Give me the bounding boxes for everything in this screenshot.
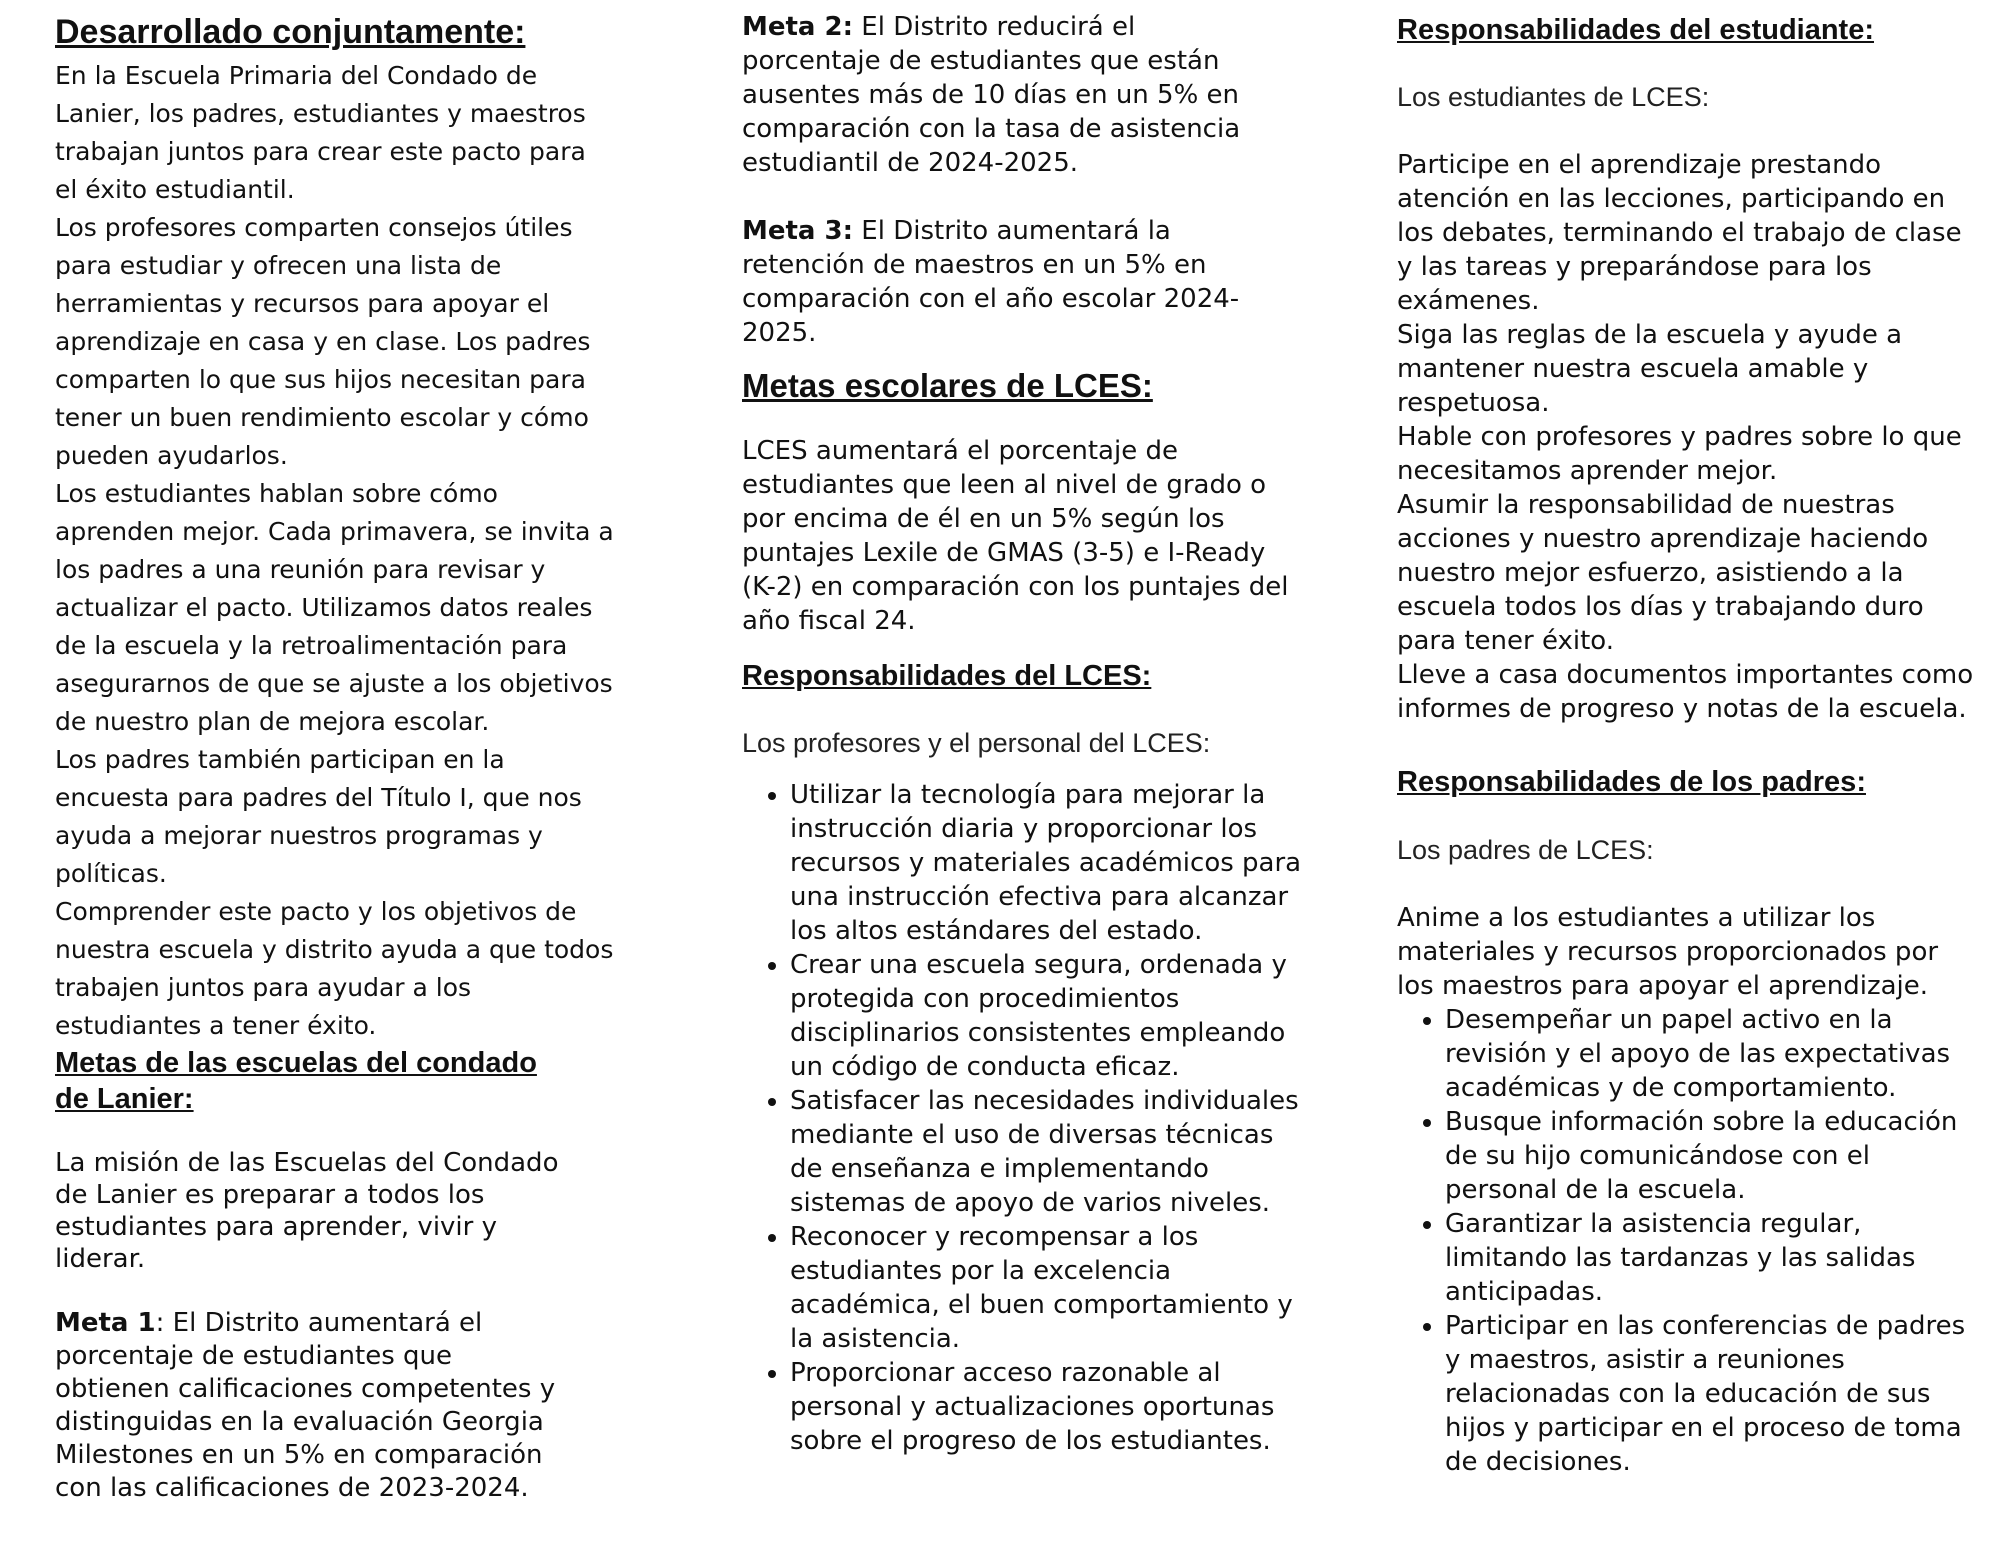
lces-responsibilities-intro: Los profesores y el personal del LCES: [742, 727, 1211, 758]
student-responsibilities-intro: Los estudiantes de LCES: [1397, 82, 1710, 113]
parent-responsibilities-heading: Responsabilidades de los padres: [1397, 766, 1866, 799]
list-item: • Reconocer y recompensar a los estudiantes por la excelencia académica, el buen comportamiento y la asistencia. [790, 1220, 1312, 1356]
student-paragraph: Siga las reglas de la escuela y ayude a mantener nuestra escuela amable y respetuosa. [1397, 320, 1903, 419]
column-2 [742, 0, 1312, 1458]
school-goal-text: LCES aumentará el porcentaje de estudiantes que leen al nivel de grado o por encima de él en un 5% según los puntajes Lexile de GMAS (3-5) e I-Ready (K-2) en comparación con los puntajes del año fiscal 24. [742, 435, 1289, 636]
list-item: • Proporcionar acceso razonable al personal y actualizaciones oportunas sobre el progreso de los estudiantes. [790, 1356, 1312, 1458]
district-goals-heading: Metas de las escuelas del condado de Lanier: [55, 1046, 537, 1116]
parent-lead-text: Anime a los estudiantes a utilizar los materiales y recursos proporcionados por los maestros para apoyar el aprendizaje. [1397, 902, 1939, 1001]
goal-2-text [742, 10, 1282, 180]
mission-text: La misión de las Escuelas del Condado de Lanier es preparar a todos los estudiantes para aprender, vivir y liderar. [55, 1148, 559, 1275]
developed-jointly-heading: Desarrollado conjuntamente: [55, 13, 526, 51]
intro-paragraph-4: Los padres también participan en la encuesta para padres del Título I, que nos ayuda a mejorar nuestros programas y políticas. [55, 744, 582, 888]
parent-responsibilities-list [1397, 1003, 1977, 1479]
list-item: • Utilizar la tecnología para mejorar la instrucción diaria y proporcionar los recursos y materiales académicos para una instrucción efectiva para alcanzar los altos estándares del estado. [790, 778, 1312, 948]
list-item: • Crear una escuela segura, ordenada y protegida con procedimientos disciplinarios consistentes empleando un código de conducta eficaz. [790, 948, 1312, 1084]
parent-responsibilities-intro: Los padres de LCES: [1397, 834, 1654, 865]
student-paragraph: Hable con profesores y padres sobre lo que necesitamos aprender mejor. [1397, 422, 1962, 487]
student-paragraph: Lleve a casa documentos importantes como informes de progreso y notas de la escuela. [1397, 660, 1974, 725]
lces-responsibilities-heading: Responsabilidades del LCES: [742, 659, 1152, 692]
list-item: • Garantizar la asistencia regular, limitando las tardanzas y las salidas anticipadas. [1445, 1207, 1977, 1309]
intro-paragraph-2: Los profesores comparten consejos útiles para estudiar y ofrecen una lista de herramientas y recursos para apoyar el aprendizaje en casa y en clase. Los padres comparten lo que sus hijos necesitan para tener un buen rendimiento escolar y cómo pueden ayudarlos. [55, 212, 591, 470]
list-item: • Participar en las conferencias de padres y maestros, asistir a reuniones relacionadas con la educación de sus hijos y participar en el proceso de toma de decisiones. [1445, 1309, 1977, 1479]
student-responsibilities-heading: Responsabilidades del estudiante: [1397, 14, 1874, 46]
column-1 [55, 0, 615, 1505]
intro-paragraph-1: En la Escuela Primaria del Condado de Lanier, los padres, estudiantes y maestros trabajan juntos para crear este pacto para el éxito estudiantil. [55, 60, 586, 204]
intro-paragraph-5: Comprender este pacto y los objetivos de nuestra escuela y distrito ayuda a que todos trabajen juntos para ayudar a los estudiantes a tener éxito. [55, 896, 614, 1040]
goal-3-body: El Distrito aumentará la retención de maestros en un 5% en comparación con el año escolar 2024-2025. [742, 216, 1240, 348]
student-paragraph: Participe en el aprendizaje prestando atención en las lecciones, participando en los debates, terminando el trabajo de clase y las tareas y preparándose para los exámenes. [1397, 150, 1962, 317]
intro-paragraph-3: Los estudiantes hablan sobre cómo aprenden mejor. Cada primavera, se invita a los padres a una reunión para revisar y actualizar el pacto. Utilizamos datos reales de la escuela y la retroalimentación para asegurarnos de que se ajuste a los objetivos de nuestro plan de mejora escolar. [55, 478, 614, 736]
goal-2-body: El Distrito reducirá el porcentaje de estudiantes que están ausentes más de 10 días en un 5% en comparación con la tasa de asistencia estudiantil de 2024-2025. [742, 12, 1241, 178]
lces-responsibilities-list [742, 778, 1312, 1458]
school-goals-heading: Metas escolares de LCES: [742, 367, 1153, 404]
goal-3-text [742, 214, 1282, 350]
goal-3-label: Meta 3: [742, 216, 854, 246]
list-item: • Satisfacer las necesidades individuales mediante el uso de diversas técnicas de enseñanza e implementando sistemas de apoyo de varios niveles. [790, 1084, 1312, 1220]
column-3 [1397, 0, 1977, 1479]
goal-1-text [55, 1307, 575, 1505]
list-item: • Busque información sobre la educación de su hijo comunicándose con el personal de la escuela. [1445, 1105, 1977, 1207]
goal-1-body: : El Distrito aumentará el porcentaje de estudiantes que obtienen calificaciones competentes y distinguidas en la evaluación Georgia Milestones en un 5% en comparación con las calificaciones de 2023-2024. [55, 1308, 556, 1504]
list-item: • Desempeñar un papel activo en la revisión y el apoyo de las expectativas académicas y de comportamiento. [1445, 1003, 1977, 1105]
goal-2-label: Meta 2: [742, 12, 854, 42]
student-paragraph: Asumir la responsabilidad de nuestras acciones y nuestro aprendizaje haciendo nuestro mejor esfuerzo, asistiendo a la escuela todos los días y trabajando duro para tener éxito. [1397, 490, 1929, 657]
goal-1-label: Meta 1 [55, 1308, 156, 1339]
